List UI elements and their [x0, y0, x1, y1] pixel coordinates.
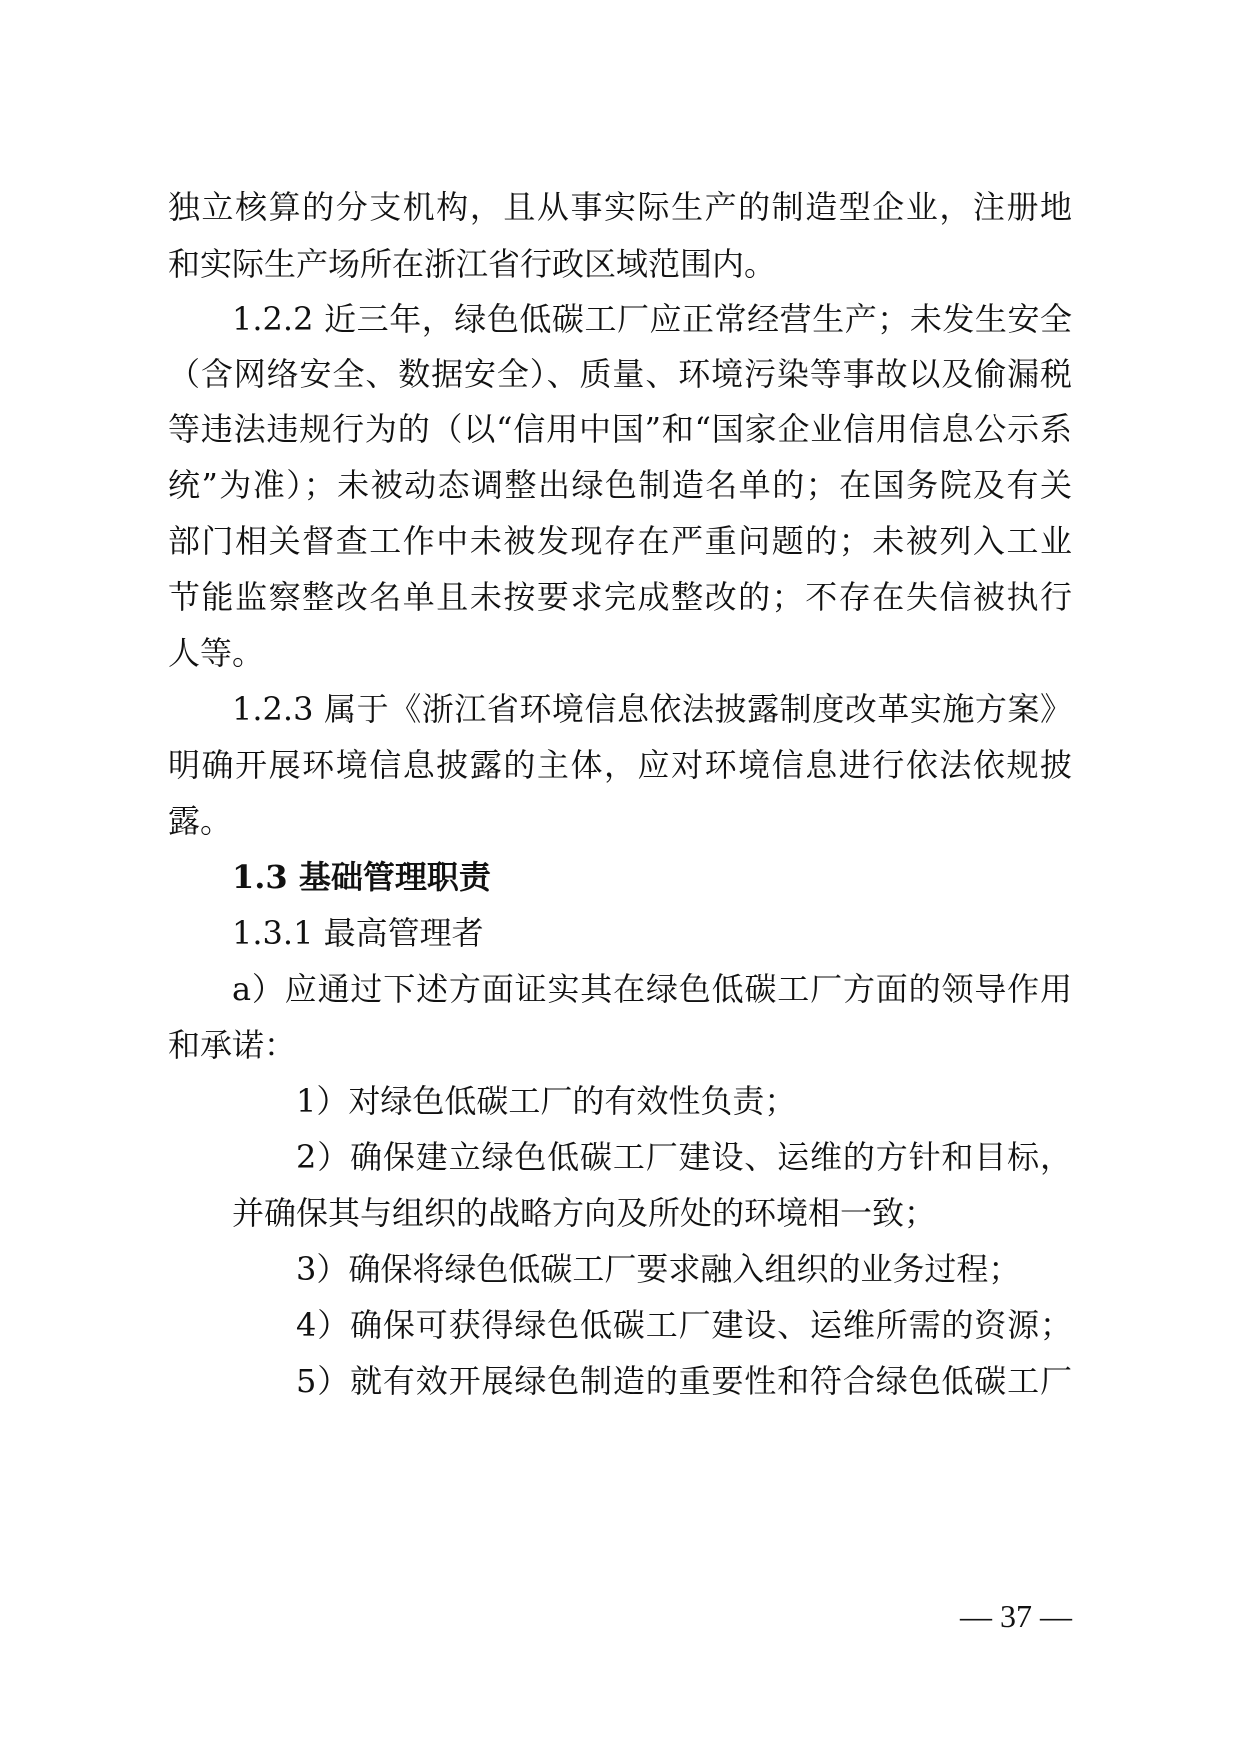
- body-text-line: 独立核算的分支机构，且从事实际生产的制造型企业，注册地: [168, 188, 1072, 226]
- body-text-line: 部门相关督查工作中未被发现存在严重问题的；未被列入工业: [168, 522, 1072, 560]
- page-number: — 37 —: [960, 1598, 1072, 1634]
- body-text-line: 和实际生产场所在浙江省行政区域范围内。: [168, 245, 777, 283]
- item-a-line: a）应通过下述方面证实其在绿色低碳工厂方面的领导作用: [232, 970, 1072, 1008]
- clause-1-3-1-title: 1.3.1 最高管理者: [232, 914, 484, 952]
- clause-1-2-2-line: 1.2.2 近三年，绿色低碳工厂应正常经营生产；未发生安全: [232, 300, 1072, 338]
- list-item-2-continued: 并确保其与组织的战略方向及所处的环境相一致；: [232, 1194, 937, 1232]
- body-text-line: （含网络安全、数据安全）、质量、环境污染等事故以及偷漏税: [168, 355, 1072, 393]
- list-item-1: 1）对绿色低碳工厂的有效性负责；: [296, 1082, 797, 1120]
- body-text-line: 明确开展环境信息披露的主体，应对环境信息进行依法依规披: [168, 746, 1072, 784]
- body-text-line: 露。: [168, 802, 233, 840]
- list-item-2: 2）确保建立绿色低碳工厂建设、运维的方针和目标，: [296, 1138, 1072, 1176]
- body-text-line: 等违法违规行为的（以“信用中国”和“国家企业信用信息公示系: [168, 410, 1072, 448]
- list-item-5: 5）就有效开展绿色制造的重要性和符合绿色低碳工厂: [296, 1362, 1072, 1400]
- list-item-4: 4）确保可获得绿色低碳工厂建设、运维所需的资源；: [296, 1306, 1072, 1344]
- body-text-line: 和承诺：: [168, 1026, 297, 1064]
- body-text-line: 人等。: [168, 634, 265, 672]
- list-item-3: 3）确保将绿色低碳工厂要求融入组织的业务过程；: [296, 1250, 1021, 1288]
- body-text-line: 节能监察整改名单且未按要求完成整改的；不存在失信被执行: [168, 578, 1072, 616]
- section-heading-1-3: 1.3 基础管理职责: [232, 858, 491, 896]
- clause-1-2-3-line: 1.2.3 属于《浙江省环境信息依法披露制度改革实施方案》: [232, 690, 1072, 728]
- body-text-line: 统”为准）；未被动态调整出绿色制造名单的；在国务院及有关: [168, 466, 1072, 504]
